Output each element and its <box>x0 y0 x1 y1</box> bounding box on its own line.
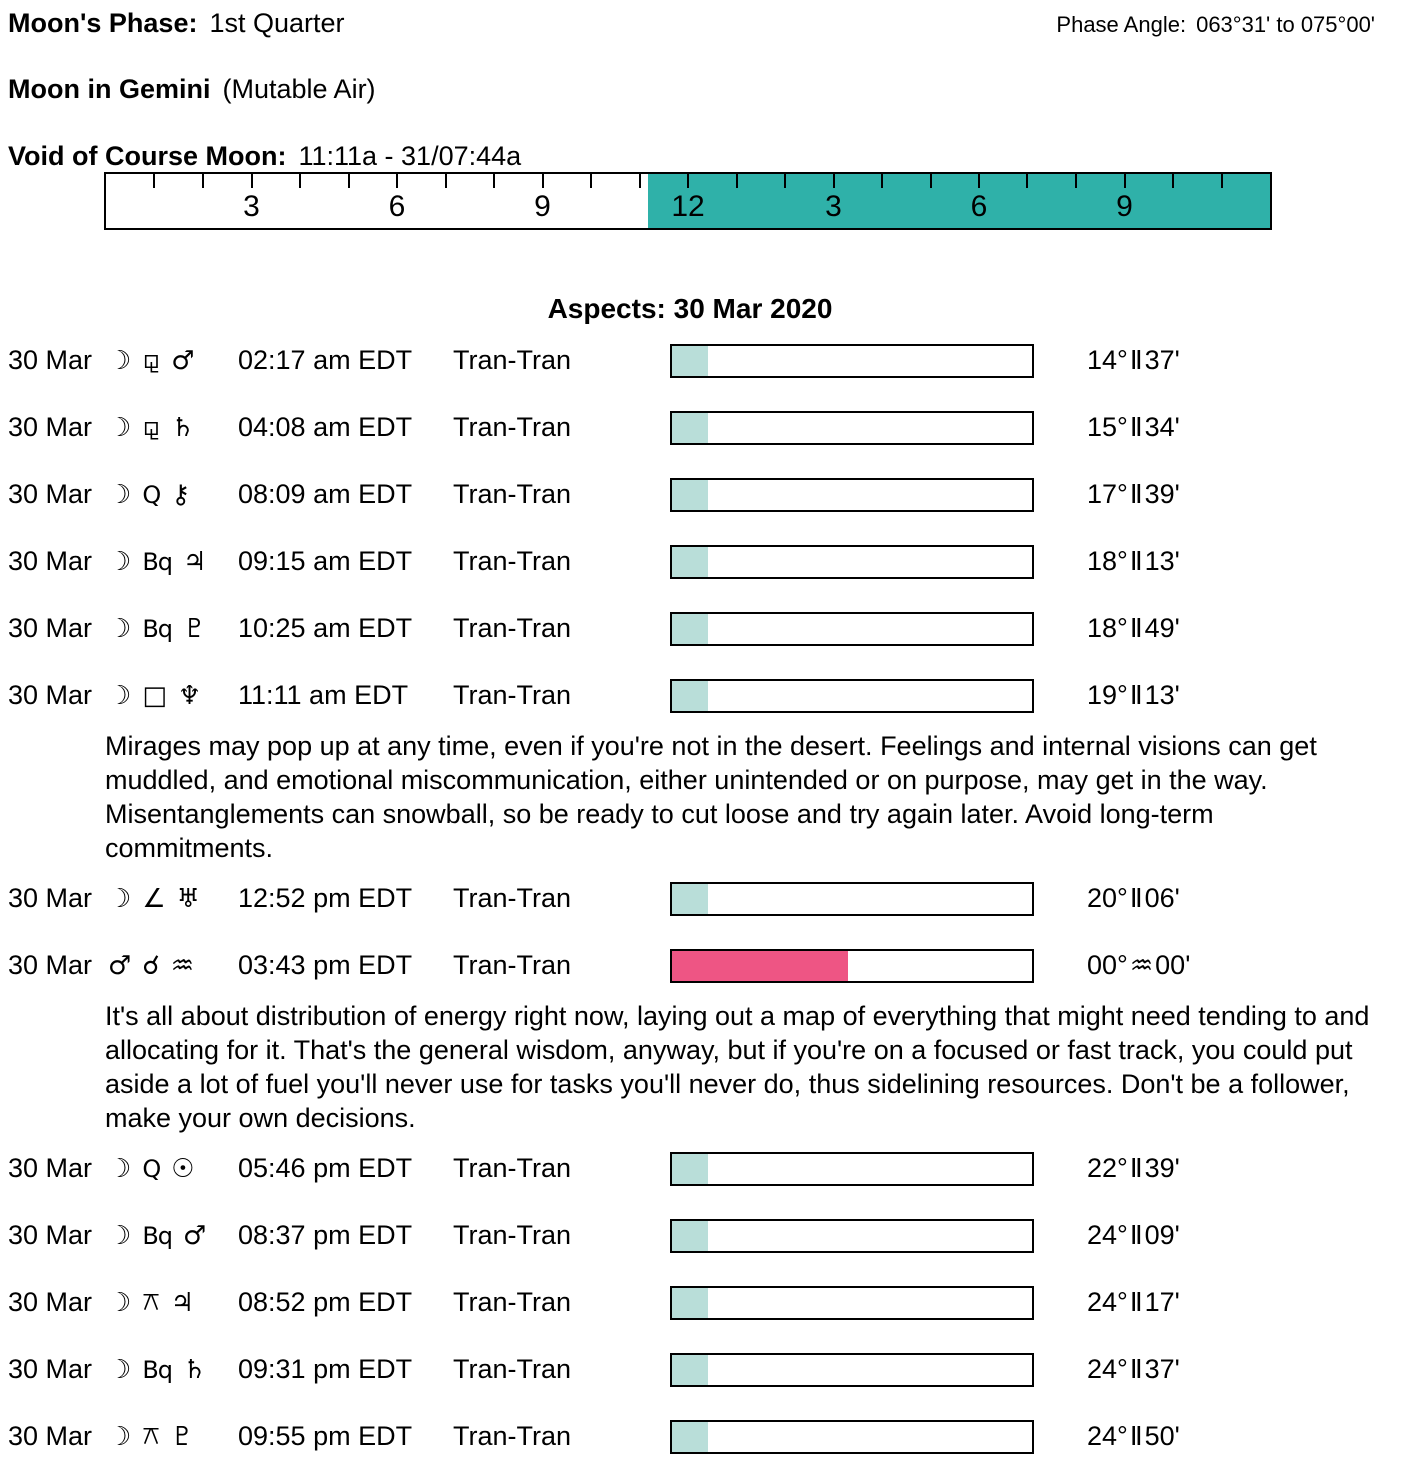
moon-icon: ☽ <box>108 1220 132 1251</box>
aspect-time: 05:46 pm EDT <box>238 1153 413 1183</box>
position-degrees: 20° <box>1087 883 1128 913</box>
orb-bar <box>670 882 1034 916</box>
mars-icon: ♂ <box>183 1220 207 1251</box>
neptune-icon: ♆ <box>177 680 202 711</box>
position-minutes: 50' <box>1144 1421 1180 1451</box>
orb-bar <box>670 1286 1034 1320</box>
aspect-note: Mirages may pop up at any time, even if you're not in the desert. Feelings and internal visions can get muddled, and emotional miscommunication, either unintended or on purpose, may get in the way. Misentanglements can snowball, so be ready to cut loose and try again later. Avoid long-term commitments. <box>105 731 1317 863</box>
hour-tick <box>493 174 495 188</box>
aspect-time: 11:11 am EDT <box>238 680 409 710</box>
orb-bar <box>670 478 1034 512</box>
position-degrees: 15° <box>1087 412 1128 442</box>
aspect-row-wrap <box>0 1269 1417 1336</box>
aspect-row <box>0 1403 1417 1470</box>
position-minutes: 13' <box>1144 546 1180 576</box>
aspect-type: Tran-Tran <box>453 1421 572 1451</box>
aspect-position <box>1087 1287 1180 1318</box>
aspect-row-wrap <box>0 595 1417 662</box>
conjunction-icon: ☌ <box>142 950 160 981</box>
sign-icon: Ⅱ <box>1129 681 1143 711</box>
moon-phase-value: 1st Quarter <box>209 8 345 38</box>
sesquiquadrate-icon: ⚼ <box>142 412 161 442</box>
moon-icon: ☽ <box>108 680 132 711</box>
position-minutes: 06' <box>1144 883 1180 913</box>
aspect-type: Tran-Tran <box>453 950 572 980</box>
hour-label: 6 <box>970 190 988 223</box>
aspect-position <box>1087 479 1180 510</box>
position-degrees: 22° <box>1087 1153 1128 1183</box>
semisquare-icon: ∠ <box>142 883 166 914</box>
position-minutes: 00' <box>1155 950 1191 980</box>
hour-tick <box>833 174 835 188</box>
phase-angle-label: Phase Angle: <box>1056 12 1187 37</box>
orb-bar <box>670 1353 1034 1387</box>
hour-tick <box>1221 174 1223 188</box>
sign-icon: Ⅱ <box>1129 1422 1143 1452</box>
orb-bar <box>670 545 1034 579</box>
aspect-time: 12:52 pm EDT <box>238 883 413 913</box>
aspect-position <box>1087 1354 1180 1385</box>
aquarius-icon: ♒ <box>170 950 195 981</box>
hour-tick <box>1124 174 1126 188</box>
sign-icon: Ⅱ <box>1129 1288 1143 1318</box>
hour-tick <box>1075 174 1077 188</box>
quincunx-icon: ⚻ <box>142 1287 160 1317</box>
void-period-fill <box>648 174 1270 228</box>
orb-bar-fill <box>672 413 708 443</box>
biquintile-icon: Bq <box>142 614 173 643</box>
aspect-row-wrap <box>0 1135 1417 1202</box>
aspects-title: Aspects: 30 Mar 2020 <box>547 293 833 324</box>
hour-tick <box>202 174 204 188</box>
aspect-time: 10:25 am EDT <box>238 613 413 643</box>
position-minutes: 37' <box>1144 345 1180 375</box>
orb-bar <box>670 1219 1034 1253</box>
aspect-row <box>0 327 1417 394</box>
aspect-date: 30 Mar <box>8 1220 93 1250</box>
position-degrees: 19° <box>1087 680 1128 710</box>
aspect-position <box>1087 613 1180 644</box>
aspect-position <box>1087 345 1180 376</box>
jupiter-icon: ♃ <box>170 1287 194 1318</box>
aspect-row-wrap <box>0 528 1417 595</box>
orb-bar-fill <box>672 951 848 981</box>
aspect-time: 08:52 pm EDT <box>238 1287 413 1317</box>
orb-bar-fill <box>672 1154 708 1184</box>
aspect-date: 30 Mar <box>8 1287 93 1317</box>
aspect-row-wrap <box>0 1202 1417 1269</box>
orb-bar <box>670 411 1034 445</box>
aspect-row-wrap <box>0 327 1417 394</box>
moon-icon: ☽ <box>108 883 132 914</box>
position-minutes: 09' <box>1144 1220 1180 1250</box>
aspect-time: 09:55 pm EDT <box>238 1421 413 1451</box>
phase-angle-line <box>1056 12 1375 38</box>
sign-icon: Ⅱ <box>1129 413 1143 443</box>
pluto-icon: ♇ <box>170 1421 194 1452</box>
aspect-row <box>0 932 1417 999</box>
aspect-type: Tran-Tran <box>453 479 572 509</box>
mars-icon: ♂ <box>108 950 132 981</box>
orb-bar-fill <box>672 1355 708 1385</box>
orb-bar-fill <box>672 614 708 644</box>
hour-tick <box>445 174 447 188</box>
hour-label: 12 <box>671 190 705 223</box>
hour-tick <box>639 174 641 188</box>
orb-bar-fill <box>672 547 708 577</box>
moon-icon: ☽ <box>108 1153 132 1184</box>
hour-tick <box>396 174 398 188</box>
moon-phase-label: Moon's Phase: <box>8 8 198 38</box>
hour-tick <box>784 174 786 188</box>
moon-icon: ☽ <box>108 1421 132 1452</box>
pluto-icon: ♇ <box>183 613 207 644</box>
sign-icon: Ⅱ <box>1129 884 1143 914</box>
moon-icon: ☽ <box>108 1287 132 1318</box>
biquintile-icon: Bq <box>142 1355 173 1384</box>
aspect-row <box>0 1202 1417 1269</box>
aspect-position <box>1087 883 1180 914</box>
sign-icon: Ⅱ <box>1129 1355 1143 1385</box>
aspect-position <box>1087 1153 1180 1184</box>
square-icon: □ <box>142 680 167 711</box>
aspect-position <box>1087 950 1190 981</box>
position-minutes: 39' <box>1144 1153 1180 1183</box>
aspect-type: Tran-Tran <box>453 1287 572 1317</box>
aspect-row <box>0 1336 1417 1403</box>
hour-tick <box>1026 174 1028 188</box>
orb-bar-fill <box>672 884 708 914</box>
aspect-type: Tran-Tran <box>453 613 572 643</box>
aspect-type: Tran-Tran <box>453 680 572 710</box>
aspect-date: 30 Mar <box>8 412 93 442</box>
orb-bar-fill <box>672 1288 708 1318</box>
orb-bar <box>670 679 1034 713</box>
aspect-row <box>0 394 1417 461</box>
aspect-position <box>1087 680 1180 711</box>
moon-sign-label: Moon in Gemini <box>8 74 211 104</box>
hour-tick <box>881 174 883 188</box>
aspect-type: Tran-Tran <box>453 412 572 442</box>
hour-label: 3 <box>243 190 260 223</box>
void-of-course-timeline <box>104 172 1272 230</box>
position-minutes: 17' <box>1144 1287 1180 1317</box>
aspect-date: 30 Mar <box>8 345 93 375</box>
moon-icon: ☽ <box>108 345 132 376</box>
position-minutes: 34' <box>1144 412 1180 442</box>
aspect-date: 30 Mar <box>8 883 93 913</box>
aspect-date: 30 Mar <box>8 613 93 643</box>
position-degrees: 24° <box>1087 1220 1128 1250</box>
aspect-time: 04:08 am EDT <box>238 412 413 442</box>
orb-bar <box>670 612 1034 646</box>
aspect-row-wrap <box>0 932 1417 1135</box>
hour-label: 6 <box>388 190 406 223</box>
quintile-icon: Q <box>142 1154 161 1183</box>
hour-label: 9 <box>534 190 551 223</box>
hour-tick <box>978 174 980 188</box>
moon-phase-line <box>8 8 345 39</box>
aspect-type: Tran-Tran <box>453 345 572 375</box>
hour-tick <box>348 174 350 188</box>
aspect-time: 09:15 am EDT <box>238 546 413 576</box>
orb-bar-fill <box>672 1422 708 1452</box>
hour-tick <box>736 174 738 188</box>
moon-icon: ☽ <box>108 479 132 510</box>
aspect-time: 08:09 am EDT <box>238 479 413 509</box>
aspect-row-wrap <box>0 865 1417 932</box>
position-minutes: 49' <box>1144 613 1180 643</box>
moon-sign-line <box>8 74 376 105</box>
position-minutes: 13' <box>1144 680 1180 710</box>
sign-icon: Ⅱ <box>1129 1154 1143 1184</box>
position-degrees: 24° <box>1087 1354 1128 1384</box>
aspect-list <box>0 327 1417 1470</box>
quincunx-icon: ⚻ <box>142 1421 160 1451</box>
aspect-type: Tran-Tran <box>453 883 572 913</box>
position-degrees: 24° <box>1087 1421 1128 1451</box>
void-of-course-label: Void of Course Moon: <box>8 141 287 171</box>
orb-bar-fill <box>672 1221 708 1251</box>
aspect-row <box>0 662 1417 729</box>
aspect-row <box>0 1269 1417 1336</box>
void-of-course-line <box>8 141 521 172</box>
mars-icon: ♂ <box>171 345 195 376</box>
orb-bar-fill <box>672 346 708 376</box>
position-degrees: 24° <box>1087 1287 1128 1317</box>
aspect-position <box>1087 1421 1180 1452</box>
aspect-position <box>1087 412 1180 443</box>
saturn-icon: ♄ <box>183 1354 207 1385</box>
sun-icon: ☉ <box>171 1153 195 1184</box>
void-of-course-value: 11:11a - 31/07:44a <box>298 141 522 171</box>
position-degrees: 14° <box>1087 345 1128 375</box>
position-degrees: 18° <box>1087 613 1128 643</box>
sign-icon: Ⅱ <box>1129 547 1143 577</box>
moon-icon: ☽ <box>108 412 132 443</box>
orb-bar <box>670 949 1034 983</box>
hour-tick <box>251 174 253 188</box>
aspect-position <box>1087 1220 1180 1251</box>
hour-tick <box>299 174 301 188</box>
aspect-time: 03:43 pm EDT <box>238 950 413 980</box>
position-degrees: 00° <box>1087 950 1128 980</box>
moon-icon: ☽ <box>108 1354 132 1385</box>
aspect-time: 09:31 pm EDT <box>238 1354 413 1384</box>
aspect-type: Tran-Tran <box>453 1354 572 1384</box>
hour-tick <box>930 174 932 188</box>
position-degrees: 18° <box>1087 546 1128 576</box>
hour-tick <box>153 174 155 188</box>
position-degrees: 17° <box>1087 479 1128 509</box>
aspect-date: 30 Mar <box>8 1421 93 1451</box>
sign-icon: Ⅱ <box>1129 346 1143 376</box>
quintile-icon: Q <box>142 480 161 509</box>
biquintile-icon: Bq <box>142 1221 173 1250</box>
chiron-icon: ⚷ <box>171 479 191 510</box>
aspect-type: Tran-Tran <box>453 1153 572 1183</box>
aspect-date: 30 Mar <box>8 1354 93 1384</box>
sign-icon: ♒ <box>1129 951 1154 981</box>
aspect-date: 30 Mar <box>8 950 93 980</box>
hour-label: 9 <box>1116 190 1133 223</box>
sign-icon: Ⅱ <box>1129 1221 1143 1251</box>
aspect-row <box>0 528 1417 595</box>
position-minutes: 37' <box>1144 1354 1180 1384</box>
aspect-time: 08:37 pm EDT <box>238 1220 413 1250</box>
aspect-type: Tran-Tran <box>453 546 572 576</box>
aspect-date: 30 Mar <box>8 479 93 509</box>
orb-bar <box>670 1420 1034 1454</box>
aspect-row-wrap <box>0 1403 1417 1470</box>
orb-bar-fill <box>672 681 708 711</box>
orb-bar <box>670 1152 1034 1186</box>
aspect-row-wrap <box>0 394 1417 461</box>
sign-icon: Ⅱ <box>1129 614 1143 644</box>
aspect-date: 30 Mar <box>8 1153 93 1183</box>
aspect-row-wrap <box>0 662 1417 865</box>
sign-icon: Ⅱ <box>1129 480 1143 510</box>
aspect-time: 02:17 am EDT <box>238 345 413 375</box>
phase-angle-value: 063°31' to 075°00' <box>1196 12 1375 37</box>
aspect-date: 30 Mar <box>8 680 93 710</box>
aspect-row <box>0 461 1417 528</box>
position-minutes: 39' <box>1144 479 1180 509</box>
uranus-icon: ♅ <box>176 883 200 914</box>
hour-label: 3 <box>825 190 842 223</box>
hour-tick <box>542 174 544 188</box>
moon-icon: ☽ <box>108 613 132 644</box>
aspect-position <box>1087 546 1180 577</box>
aspect-row <box>0 595 1417 662</box>
sesquiquadrate-icon: ⚼ <box>142 345 161 375</box>
saturn-icon: ♄ <box>171 412 195 443</box>
aspect-date: 30 Mar <box>8 546 93 576</box>
orb-bar-fill <box>672 480 708 510</box>
aspect-type: Tran-Tran <box>453 1220 572 1250</box>
hour-tick <box>687 174 689 188</box>
aspect-row <box>0 1135 1417 1202</box>
hour-tick <box>1172 174 1174 188</box>
aspect-row <box>0 865 1417 932</box>
moon-sign-note: (Mutable Air) <box>222 74 376 104</box>
aspect-row-wrap <box>0 1336 1417 1403</box>
orb-bar <box>670 344 1034 378</box>
aspect-row-wrap <box>0 461 1417 528</box>
moon-icon: ☽ <box>108 546 132 577</box>
jupiter-icon: ♃ <box>183 546 207 577</box>
aspect-note: It's all about distribution of energy right now, laying out a map of everything that might need tending to and allocating for it. That's the general wisdom, anyway, but if you're on a focused or fast track, you could put aside a lot of fuel you'll never use for tasks you'll never do, thus sidelining resources. Don't be a follower, make your own decisions. <box>105 1001 1370 1133</box>
hour-tick <box>590 174 592 188</box>
biquintile-icon: Bq <box>142 547 173 576</box>
